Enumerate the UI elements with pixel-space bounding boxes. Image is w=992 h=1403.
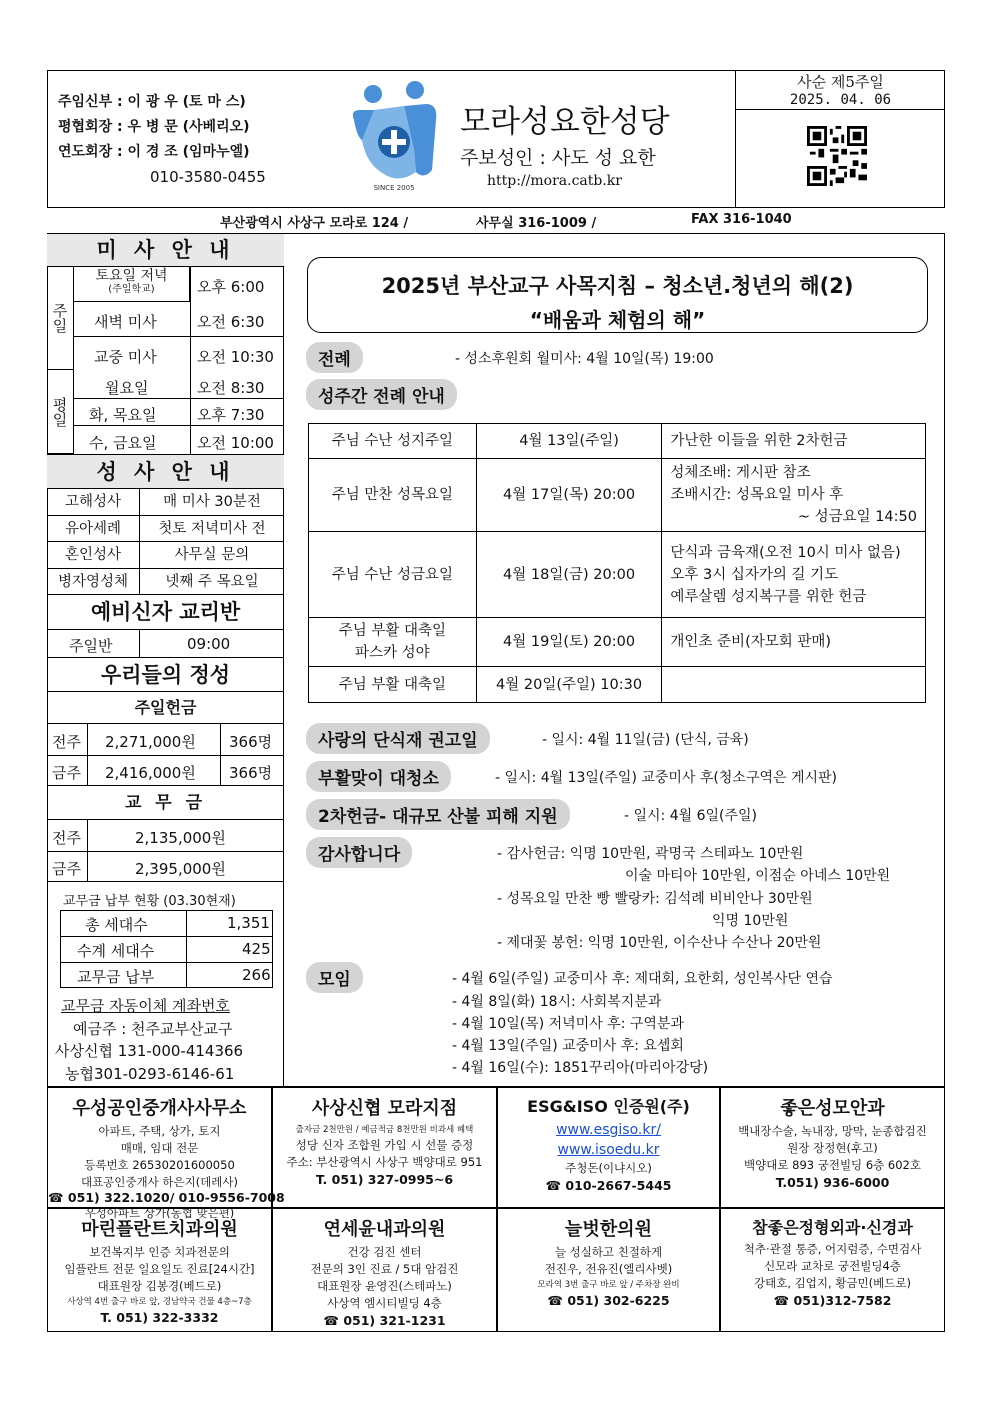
address: 부산광역시 사상구 모라로 124 / <box>220 216 409 231</box>
offering-title: 우리들의 정성 <box>47 658 284 692</box>
ad-box[interactable] <box>497 1208 720 1332</box>
dues-status-title: 교무금 납부 현황 (03.30현재) <box>63 894 236 909</box>
curr-week-label: 금주 <box>52 764 81 782</box>
fast-label: 사랑의 단식재 권고일 <box>306 723 490 754</box>
tue-time: 오후 7:30 <box>197 406 265 424</box>
ad-line: 백양대로 893 궁전빌딩 6층 602호 <box>744 1158 921 1172</box>
mon-label: 월요일 <box>105 379 149 397</box>
sacrament-row <box>47 489 284 516</box>
ad-box[interactable] <box>720 1208 945 1332</box>
ad-line: 늘 성실하고 친절하게 <box>554 1245 663 1259</box>
church-name: 모라성요한성당 <box>460 104 670 140</box>
households-value: 1,351 <box>227 914 270 932</box>
prev-week-amount: 2,271,000원 <box>105 733 196 751</box>
ad-line: 사상역 4번 출구 바로 앞, 경남약국 건물 4층~7층 <box>67 1297 252 1307</box>
sunday-offering-title: 주일헌금 <box>47 692 284 724</box>
account-holder: 예금주 : 천주교부산교구 <box>73 1020 233 1038</box>
sacrament-name: 혼인성사 <box>47 542 140 568</box>
ad-title: 사상신협 모라지점 <box>311 1098 458 1119</box>
liturgy-text: - 성소후원회 월미사: 4월 10일(목) 19:00 <box>455 351 714 367</box>
thanks-line-4: 익명 10만원 <box>712 913 789 929</box>
receivers-value: 425 <box>242 940 271 958</box>
wed-time: 오전 10:00 <box>197 434 274 452</box>
qr-code-icon[interactable] <box>807 126 867 186</box>
pastor-line: 주임신부 : 이 광 우 (토 마 스) <box>58 94 246 110</box>
paid-label: 교무금 납부 <box>77 968 155 986</box>
dues-curr-amount: 2,395,000원 <box>135 860 226 878</box>
paid-value: 266 <box>242 966 271 984</box>
schedule-time: 4월 20일(주일) 10:30 <box>476 667 662 703</box>
schedule-day: 주님 부활 대축일 <box>309 667 477 703</box>
ad-line: T. 051) 327-0995~6 <box>315 1172 454 1187</box>
curr-week-amount: 2,416,000원 <box>105 764 196 782</box>
sacrament-row <box>47 516 284 543</box>
cleaning-label: 부활맞이 대청소 <box>306 761 451 792</box>
account-nonghyup: 농협301-0293-6146-61 <box>65 1065 235 1083</box>
dawn-mass: 새벽 미사 <box>94 313 157 331</box>
ad-line: T.051) 936-6000 <box>775 1175 890 1190</box>
dues-prev-label: 전주 <box>52 829 81 847</box>
mass-title: 미 사 안 내 <box>47 234 284 267</box>
ad-line: 대표원장 윤영진(스테파노) <box>317 1279 452 1293</box>
schedule-day: 주님 부활 대축일 파스카 성야 <box>309 618 477 667</box>
clergy-info <box>58 90 266 190</box>
schedule-note: 가난한 이들을 위한 2차헌금 <box>662 424 926 459</box>
households-label: 총 세대수 <box>85 916 148 934</box>
sacrament-row <box>47 542 284 569</box>
ad-title: 참좋은정형외과·신경과 <box>752 1218 913 1237</box>
yeondo-line: 연도회장 : 이 경 조 (임마누엘) <box>58 144 250 160</box>
holyweek-schedule <box>308 423 926 703</box>
date-box <box>735 70 945 110</box>
ad-line: 건강 검진 센터 <box>347 1245 422 1259</box>
ad-line: T. 051) 322-3332 <box>100 1310 219 1325</box>
ad-title: ESG&ISO 인증원(주) <box>527 1097 690 1116</box>
bulletin-date: 2025. 04. 06 <box>789 92 892 108</box>
ad-title: 좋은성모안과 <box>780 1098 885 1119</box>
schedule-row <box>309 667 926 703</box>
sacrament-detail: 첫토 저녁미사 전 <box>158 520 266 537</box>
ad-line: 대표원장 김봉경(베드로) <box>97 1279 222 1293</box>
thanks-line-1: - 감사헌금: 익명 10만원, 곽명국 스테파노 10만원 <box>497 846 804 862</box>
ad-line: 대표공인중개사 하은지(데레사) <box>80 1175 239 1189</box>
prev-week-count: 366명 <box>229 733 273 751</box>
schedule-time: 4월 18일(금) 20:00 <box>476 532 662 618</box>
patron-saint: 주보성인 : 사도 성 요한 <box>460 147 656 169</box>
sacrament-detail: 매 미사 30분전 <box>163 494 261 510</box>
sacrament-row <box>47 569 284 596</box>
ad-box[interactable] <box>47 1208 272 1332</box>
ad-line: ☎ 051) 322.1020/ 010-9556-7008 <box>48 1190 285 1205</box>
wed-label: 수, 금요일 <box>89 434 157 452</box>
catechumen-title: 예비신자 교리반 <box>47 595 284 630</box>
president-line: 평협회장 : 우 병 문 (사베리오) <box>58 119 250 135</box>
ad-line: ☎ 010-2667-5445 <box>545 1178 672 1193</box>
headline-box <box>307 257 928 333</box>
ad-line: 백내장수술, 녹내장, 망막, 눈종합검진 <box>738 1124 927 1138</box>
fast-text: - 일시: 4월 11일(금) (단식, 금육) <box>542 732 749 748</box>
schedule-note: 단식과 금육재(오전 10시 미사 없음) 오후 3시 십자가의 길 기도 예루살렘 성지복구를 위한 헌금 <box>662 532 926 618</box>
ad-title: 연세윤내과의원 <box>323 1219 446 1240</box>
tue-label: 화, 목요일 <box>89 406 157 424</box>
logo-since: SINCE 2005 <box>373 184 415 192</box>
ad-line: ☎ 051) 302-6225 <box>547 1293 670 1308</box>
ad-title: 늘벗한의원 <box>565 1219 652 1240</box>
ad-box[interactable] <box>720 1087 945 1208</box>
schedule-row <box>309 459 926 532</box>
curr-week-count: 366명 <box>229 764 273 782</box>
ad-line: 출자금 2천만원 / 예금적금 8천만원 비과세 혜택 <box>295 1125 474 1135</box>
meeting-line-5: - 4월 16일(수): 1851꾸리아(마리아강당) <box>452 1060 709 1076</box>
sat-evening-label: 토요일 저녁 <box>95 268 168 284</box>
schedule-time: 4월 17일(목) 20:00 <box>476 459 662 532</box>
sat-evening <box>74 267 190 302</box>
ad-line: 우성아파트 상가(농협 맞은편) <box>84 1206 235 1220</box>
ad-box[interactable] <box>272 1208 497 1332</box>
account-shinhyup: 사상신협 131-000-414366 <box>55 1042 244 1060</box>
dawn-time: 오전 6:30 <box>197 313 265 331</box>
ad-line: 성당 신자 조합원 가입 시 선물 증정 <box>295 1138 474 1152</box>
ad-line: ☎ 051)312-7582 <box>773 1293 892 1308</box>
sacrament-detail: 넷째 주 목요일 <box>165 573 259 590</box>
receivers-label: 수계 세대수 <box>77 942 155 960</box>
ad-line: www.isoedu.kr <box>557 1142 660 1158</box>
schedule-day: 주님 수난 성금요일 <box>309 532 477 618</box>
church-logo <box>344 80 446 194</box>
fax: FAX 316-1040 <box>691 212 792 227</box>
schedule-day: 주님 만찬 성목요일 <box>309 459 477 532</box>
sacrament-title: 성 사 안 내 <box>47 455 284 489</box>
ad-line: 신모라 교차로 궁전빌딩4층 <box>764 1259 901 1273</box>
schedule-time: 4월 19일(토) 20:00 <box>476 618 662 667</box>
ad-box[interactable] <box>497 1087 720 1208</box>
ad-line: 보건복지부 인증 치과전문의 <box>89 1245 230 1259</box>
parish-time: 오전 10:30 <box>197 348 274 366</box>
ad-line: www.esgiso.kr/ <box>556 1122 661 1138</box>
ad-title: 마린플란트치과의원 <box>81 1219 238 1240</box>
liturgy-label: 전례 <box>306 342 363 373</box>
sacrament-detail: 사무실 문의 <box>174 547 250 563</box>
meeting-label: 모임 <box>306 962 363 993</box>
dues-curr-label: 금주 <box>52 860 81 878</box>
ad-title: 우성공인중개사사무소 <box>72 1098 247 1119</box>
office-phone: 사무실 316-1009 / <box>476 216 597 231</box>
ad-line: 등록번호 26530201600050 <box>84 1158 235 1172</box>
catechumen-day: 주일반 <box>69 637 113 655</box>
ad-line: 강태호, 김업지, 황금민(베드로) <box>754 1276 911 1290</box>
thanks-label: 감사합니다 <box>306 837 412 868</box>
meeting-line-4: - 4월 13일(주일) 교중미사 후: 요셉회 <box>452 1038 684 1054</box>
sat-time: 오후 6:00 <box>197 278 265 296</box>
schedule-row <box>309 424 926 459</box>
parish-mass: 교중 미사 <box>94 348 157 366</box>
ad-line: 매매, 임대 전문 <box>120 1141 199 1155</box>
sat-evening-note: (주일학교) <box>108 284 155 295</box>
ad-line: 전문의 3인 진료 / 5대 암검진 <box>310 1262 459 1276</box>
ad-line: 주청돈(이냐시오) <box>565 1161 652 1175</box>
church-url[interactable]: http://mora.catb.kr <box>487 173 622 189</box>
schedule-note: 개인초 준비(자모회 판매) <box>662 618 926 667</box>
meeting-line-3: - 4월 10일(목) 저녁미사 후: 구역분과 <box>452 1016 684 1032</box>
sacrament-name: 유아세례 <box>47 516 140 542</box>
schedule-time: 4월 13일(주일) <box>476 424 662 459</box>
sacrament-name: 고해성사 <box>47 489 140 515</box>
ad-line: 원장 장정현(후고) <box>787 1141 878 1155</box>
ad-box[interactable] <box>47 1087 285 1220</box>
sidebar <box>47 234 284 1086</box>
holyweek-label: 성주간 전례 안내 <box>306 379 457 410</box>
second-collection-label: 2차헌금- 대규모 산불 피해 지원 <box>306 799 570 830</box>
ad-line: ☎ 051) 321-1231 <box>323 1313 446 1328</box>
sacrament-name: 병자영성체 <box>47 569 140 595</box>
prev-week-label: 전주 <box>52 733 81 751</box>
ad-line: 임플란트 전문 일요일도 진료[24시간] <box>64 1262 255 1276</box>
schedule-note <box>662 667 926 703</box>
ad-line: 사상역 엠시티빌딩 4층 <box>327 1296 442 1310</box>
sunday-label: 주일 <box>47 267 74 370</box>
ad-line: 척추·관절 통증, 어지럼증, 수면검사 <box>743 1242 922 1256</box>
meeting-line-2: - 4월 8일(화) 18시: 사회복지분과 <box>452 994 662 1010</box>
account-title: 교무금 자동이체 계좌번호 <box>61 997 230 1015</box>
ad-line: 아파트, 주택, 상가, 토지 <box>98 1124 221 1138</box>
liturgical-season: 사순 제5주일 <box>797 73 884 91</box>
dues-title: 교 무 금 <box>47 786 284 820</box>
schedule-row <box>309 618 926 667</box>
cleaning-text: - 일시: 4월 13일(주일) 교중미사 후(청소구역은 게시판) <box>495 770 837 786</box>
meeting-line-1: - 4월 6일(주일) 교중미사 후: 제대회, 요한회, 성인복사단 연습 <box>452 971 833 987</box>
catechumen-time: 09:00 <box>187 635 231 653</box>
weekday-label: 평일 <box>47 370 74 454</box>
headline-sub: “배움과 체험의 해” <box>529 308 706 332</box>
headline-main: 2025년 부산교구 사목지침 – 청소년.청년의 해(2) <box>381 274 854 298</box>
mon-time: 오전 8:30 <box>197 379 265 397</box>
thanks-line-5: - 제대꽃 봉헌: 익명 10만원, 이수산나 수산나 20만원 <box>497 935 822 951</box>
schedule-row <box>309 532 926 618</box>
thanks-line-3: - 성목요일 만찬 빵 빨랑카: 김석례 비비안나 30만원 <box>497 891 813 907</box>
yeondo-phone: 010-3580-0455 <box>150 168 266 186</box>
dues-prev-amount: 2,135,000원 <box>135 829 226 847</box>
schedule-note: 성체조배: 게시판 참조 조배시간: 성목요일 미사 후 ~ 성금요일 14:50 <box>662 459 926 532</box>
second-collection-text: - 일시: 4월 6일(주일) <box>624 808 758 824</box>
schedule-day: 주님 수난 성지주일 <box>309 424 477 459</box>
ad-box[interactable] <box>272 1087 497 1208</box>
ad-line: 주소: 부산광역시 사상구 백양대로 951 <box>286 1155 483 1169</box>
ad-line: 전진우, 전유진(엘리사벳) <box>544 1262 673 1276</box>
thanks-line-2: 이술 마티아 10만원, 이점순 아네스 10만원 <box>625 868 891 884</box>
ad-line: 모라역 3번 출구 바로 앞 / 주차장 완비 <box>537 1280 680 1290</box>
